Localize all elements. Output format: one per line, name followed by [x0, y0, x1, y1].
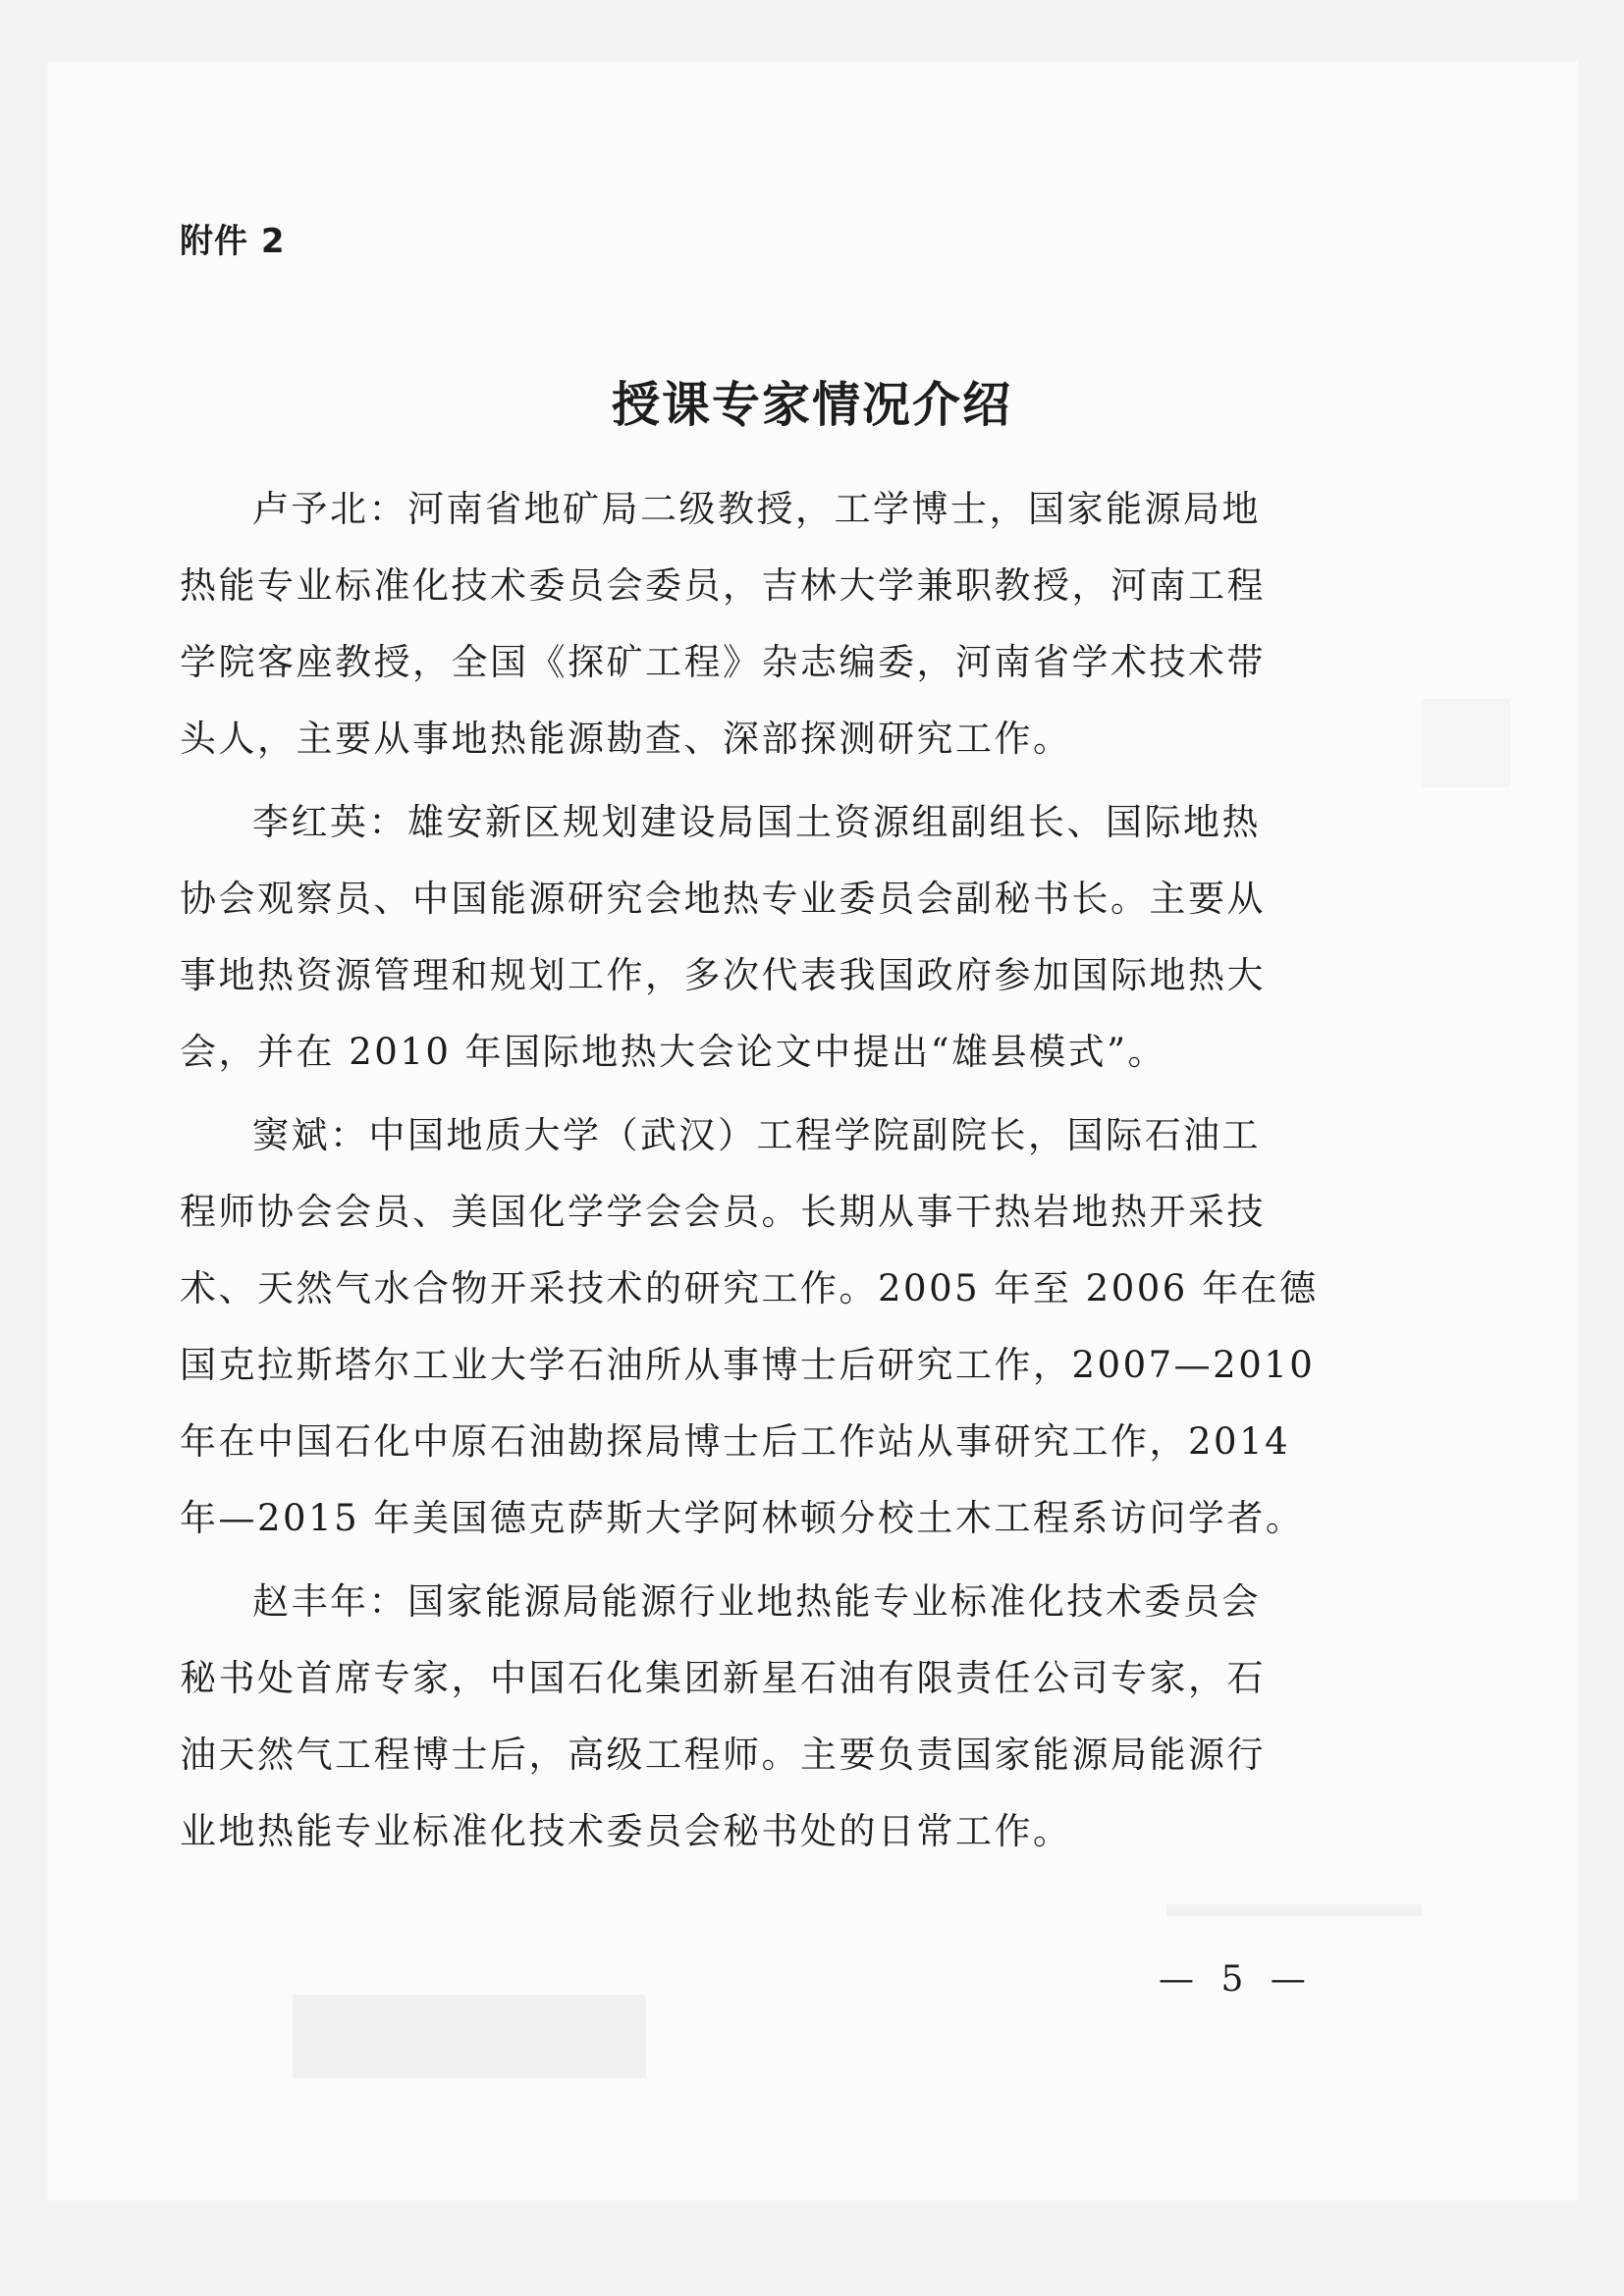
- scan-artifact: [293, 1995, 646, 2078]
- paragraph-line: 油天然气工程博士后，高级工程师。主要负责国家能源局能源行: [180, 1734, 1266, 1776]
- paragraph-li-hongying: [180, 784, 1346, 1091]
- paragraph-line: 李红英：雄安新区规划建设局国土资源组副组长、国际地热: [252, 801, 1261, 843]
- paragraph-line: 赵丰年：国家能源局能源行业地热能专业标准化技术委员会: [252, 1580, 1261, 1623]
- scan-artifact: [1166, 1904, 1422, 1916]
- attachment-label: [180, 214, 286, 262]
- paragraph-line: 术、天然气水合物开采技术的研究工作。2005 年至 2006 年在德: [180, 1267, 1319, 1309]
- paragraph-line: 卢予北：河南省地矿局二级教授，工学博士，国家能源局地: [252, 488, 1261, 530]
- attachment-text: 附件: [180, 222, 248, 261]
- paragraph-line: 秘书处首席专家，中国石化集团新星石油有限责任公司专家，石: [180, 1657, 1266, 1699]
- paragraph-dou-bin: [180, 1097, 1346, 1557]
- paragraph-line: 年—2015 年美国德克萨斯大学阿林顿分校土木工程系访问学者。: [180, 1497, 1305, 1539]
- paragraph-line: 协会观察员、中国能源研究会地热专业委员会副秘书长。主要从: [180, 878, 1266, 920]
- paragraph-zhao-fengnian: [180, 1564, 1346, 1870]
- paragraph-line: 窦斌：中国地质大学（武汉）工程学院副院长，国际石油工: [252, 1114, 1261, 1156]
- paragraph-line: 年在中国石化中原石油勘探局博士后工作站从事研究工作，2014: [180, 1420, 1291, 1463]
- page-number: — 5 —: [1159, 1959, 1314, 2000]
- page-title: 授课专家情况介绍: [611, 376, 1012, 433]
- paragraph-line: 热能专业标准化技术委员会委员，吉林大学兼职教授，河南工程: [180, 564, 1266, 607]
- document-body: [180, 471, 1346, 1877]
- paragraph-line: 事地热资源管理和规划工作，多次代表我国政府参加国际地热大: [180, 954, 1266, 996]
- paragraph-line: 程师协会会员、美国化学学会会员。长期从事干热岩地热开采技: [180, 1191, 1266, 1233]
- scan-artifact: [1422, 699, 1510, 787]
- paragraph-line: 头人，主要从事地热能源勘查、深部探测研究工作。: [180, 718, 1072, 760]
- paragraph-line: 学院客座教授，全国《探矿工程》杂志编委，河南省学术技术带: [180, 641, 1266, 683]
- paragraph-lu-yubei: [180, 471, 1346, 777]
- paragraph-line: 会，并在 2010 年国际地热大会论文中提出“雄县模式”。: [180, 1031, 1167, 1073]
- paragraph-line: 业地热能专业标准化技术委员会秘书处的日常工作。: [180, 1810, 1072, 1852]
- attachment-number: 2: [260, 222, 286, 261]
- paragraph-line: 国克拉斯塔尔工业大学石油所从事博士后研究工作，2007—2010: [180, 1344, 1316, 1386]
